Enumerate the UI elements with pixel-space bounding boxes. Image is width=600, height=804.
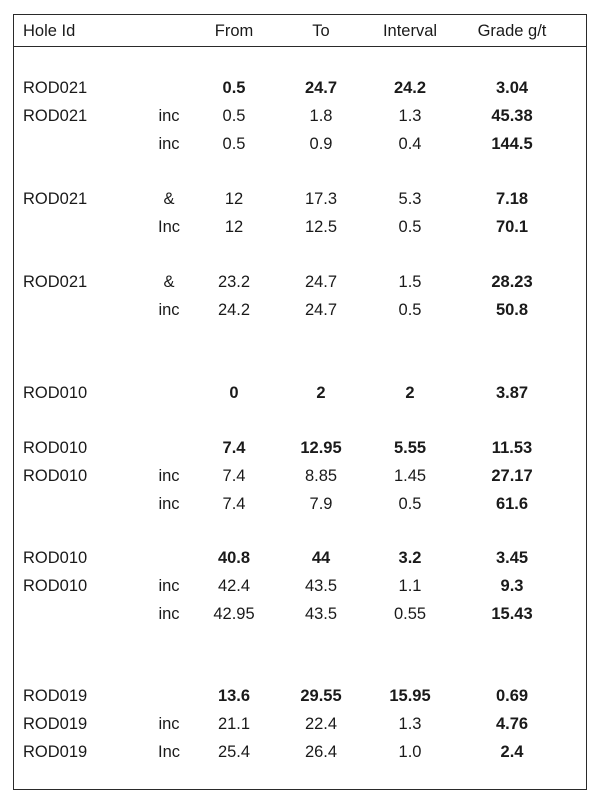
header-grade: Grade g/t bbox=[477, 22, 547, 40]
cell-to: 2 bbox=[316, 384, 326, 402]
table-row bbox=[0, 298, 600, 322]
cell-grade: 0.69 bbox=[495, 687, 529, 705]
table-row bbox=[0, 740, 600, 764]
cell-interval: 1.1 bbox=[398, 577, 422, 595]
cell-grade: 50.8 bbox=[495, 301, 529, 319]
cell-to: 22.4 bbox=[304, 715, 338, 733]
cell-qual: inc bbox=[158, 577, 180, 595]
cell-interval: 1.5 bbox=[398, 273, 422, 291]
table-row bbox=[0, 187, 600, 211]
cell-grade: 144.5 bbox=[491, 135, 533, 153]
table-row bbox=[0, 492, 600, 516]
cell-to: 8.85 bbox=[304, 467, 338, 485]
header-interval: Interval bbox=[382, 22, 438, 40]
cell-from: 42.4 bbox=[217, 577, 251, 595]
cell-from: 0.5 bbox=[222, 135, 246, 153]
cell-from: 7.4 bbox=[222, 495, 246, 513]
cell-hole: ROD019 bbox=[23, 715, 88, 733]
table-row bbox=[0, 602, 600, 626]
cell-from: 23.2 bbox=[217, 273, 251, 291]
cell-interval: 1.3 bbox=[398, 107, 422, 125]
cell-from: 0 bbox=[229, 384, 239, 402]
header-from: From bbox=[214, 22, 254, 40]
cell-grade: 15.43 bbox=[491, 605, 533, 623]
cell-grade: 9.3 bbox=[500, 577, 524, 595]
cell-interval: 3.2 bbox=[398, 549, 422, 567]
cell-qual: inc bbox=[158, 107, 180, 125]
cell-qual: inc bbox=[158, 467, 180, 485]
cell-grade: 27.17 bbox=[491, 467, 533, 485]
header-to: To bbox=[312, 22, 330, 40]
cell-to: 7.9 bbox=[309, 495, 333, 513]
cell-from: 7.4 bbox=[222, 467, 246, 485]
cell-to: 43.5 bbox=[304, 605, 338, 623]
table-row bbox=[0, 215, 600, 239]
table-row bbox=[0, 712, 600, 736]
cell-interval: 1.45 bbox=[393, 467, 427, 485]
cell-from: 40.8 bbox=[217, 549, 251, 567]
cell-to: 24.7 bbox=[304, 79, 338, 97]
table-row bbox=[0, 684, 600, 708]
cell-hole: ROD021 bbox=[23, 190, 88, 208]
cell-from: 24.2 bbox=[217, 301, 251, 319]
cell-qual: inc bbox=[158, 605, 180, 623]
cell-to: 12.95 bbox=[300, 439, 342, 457]
cell-interval: 5.55 bbox=[393, 439, 427, 457]
cell-interval: 0.55 bbox=[393, 605, 427, 623]
cell-from: 25.4 bbox=[217, 743, 251, 761]
cell-qual: Inc bbox=[157, 743, 180, 761]
cell-grade: 28.23 bbox=[491, 273, 533, 291]
header-divider bbox=[13, 46, 587, 47]
cell-from: 0.5 bbox=[222, 107, 246, 125]
cell-hole: ROD021 bbox=[23, 273, 88, 291]
table-row bbox=[0, 574, 600, 598]
cell-to: 24.7 bbox=[304, 273, 338, 291]
cell-from: 42.95 bbox=[213, 605, 255, 623]
cell-to: 44 bbox=[311, 549, 331, 567]
cell-hole: ROD010 bbox=[23, 577, 88, 595]
cell-hole: ROD021 bbox=[23, 107, 88, 125]
cell-interval: 1.3 bbox=[398, 715, 422, 733]
table-row bbox=[0, 381, 600, 405]
cell-to: 1.8 bbox=[309, 107, 333, 125]
cell-interval: 15.95 bbox=[389, 687, 431, 705]
cell-grade: 70.1 bbox=[495, 218, 529, 236]
cell-qual: & bbox=[163, 273, 175, 291]
table-row bbox=[0, 76, 600, 100]
cell-grade: 3.87 bbox=[495, 384, 529, 402]
cell-qual: & bbox=[163, 190, 175, 208]
header-row bbox=[0, 19, 600, 43]
cell-from: 13.6 bbox=[217, 687, 251, 705]
table-row bbox=[0, 546, 600, 570]
cell-hole: ROD010 bbox=[23, 467, 88, 485]
cell-grade: 45.38 bbox=[491, 107, 533, 125]
cell-to: 43.5 bbox=[304, 577, 338, 595]
cell-from: 0.5 bbox=[222, 79, 246, 97]
cell-interval: 5.3 bbox=[398, 190, 422, 208]
table-row bbox=[0, 132, 600, 156]
cell-from: 21.1 bbox=[217, 715, 251, 733]
cell-interval: 0.5 bbox=[398, 495, 422, 513]
cell-from: 7.4 bbox=[222, 439, 246, 457]
cell-hole: ROD010 bbox=[23, 384, 88, 402]
cell-grade: 61.6 bbox=[495, 495, 529, 513]
cell-qual: inc bbox=[158, 495, 180, 513]
cell-to: 24.7 bbox=[304, 301, 338, 319]
table-row bbox=[0, 104, 600, 128]
cell-grade: 4.76 bbox=[495, 715, 529, 733]
cell-interval: 0.5 bbox=[398, 301, 422, 319]
cell-hole: ROD021 bbox=[23, 79, 88, 97]
cell-to: 0.9 bbox=[309, 135, 333, 153]
cell-to: 12.5 bbox=[304, 218, 338, 236]
header-hole-id: Hole Id bbox=[23, 22, 76, 40]
cell-qual: inc bbox=[158, 715, 180, 733]
cell-grade: 11.53 bbox=[491, 439, 533, 457]
cell-interval: 0.4 bbox=[398, 135, 422, 153]
cell-interval: 24.2 bbox=[393, 79, 427, 97]
table-row bbox=[0, 464, 600, 488]
cell-hole: ROD019 bbox=[23, 743, 88, 761]
cell-hole: ROD010 bbox=[23, 549, 88, 567]
cell-to: 29.55 bbox=[300, 687, 342, 705]
table-row bbox=[0, 436, 600, 460]
cell-to: 17.3 bbox=[304, 190, 338, 208]
cell-grade: 3.04 bbox=[495, 79, 529, 97]
cell-from: 12 bbox=[224, 190, 244, 208]
cell-grade: 7.18 bbox=[495, 190, 529, 208]
cell-interval: 2 bbox=[405, 384, 415, 402]
cell-grade: 2.4 bbox=[500, 743, 524, 761]
cell-to: 26.4 bbox=[304, 743, 338, 761]
cell-from: 12 bbox=[224, 218, 244, 236]
cell-grade: 3.45 bbox=[495, 549, 529, 567]
cell-interval: 0.5 bbox=[398, 218, 422, 236]
cell-qual: inc bbox=[158, 135, 180, 153]
table-row bbox=[0, 270, 600, 294]
cell-hole: ROD019 bbox=[23, 687, 88, 705]
cell-qual: inc bbox=[158, 301, 180, 319]
cell-interval: 1.0 bbox=[398, 743, 422, 761]
cell-hole: ROD010 bbox=[23, 439, 88, 457]
cell-qual: Inc bbox=[157, 218, 180, 236]
